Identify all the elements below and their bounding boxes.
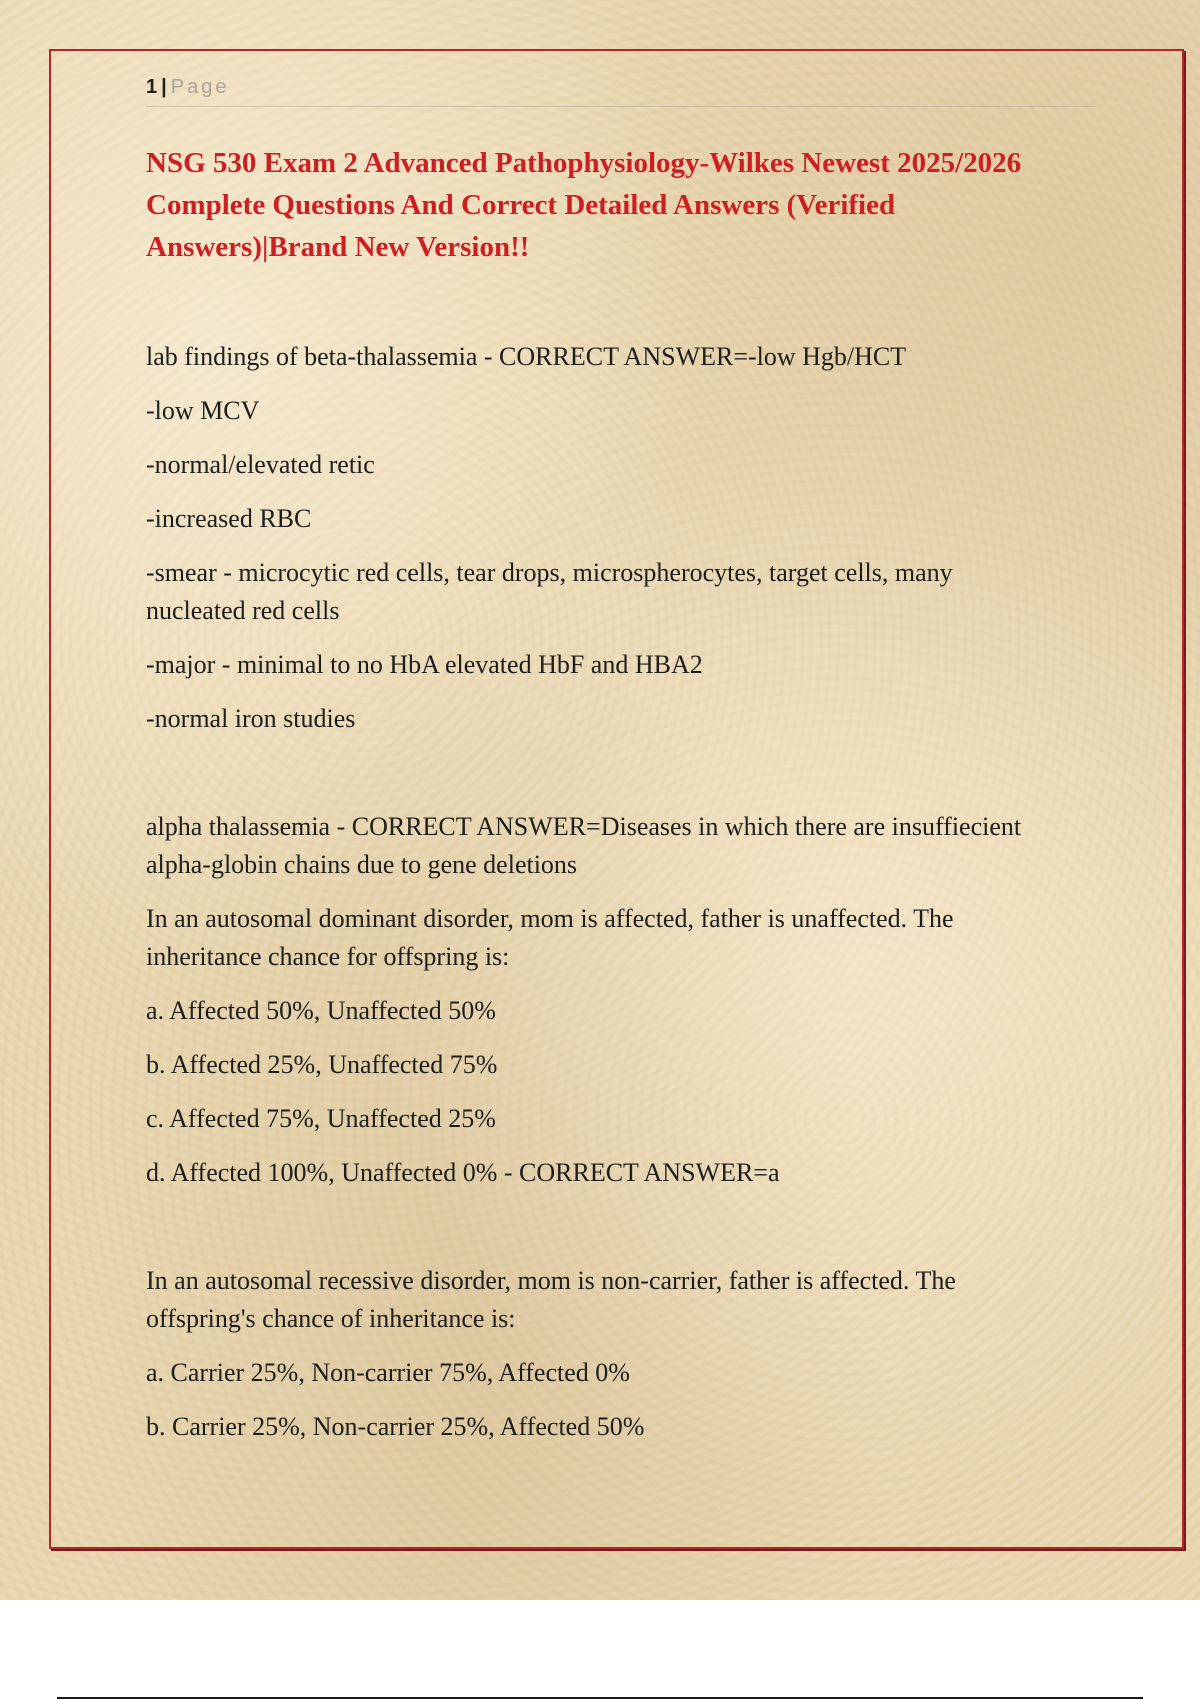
footer-divider bbox=[57, 1697, 1143, 1699]
q1-line: -normal iron studies bbox=[146, 704, 356, 733]
q3-option: d. Affected 100%, Unaffected 0% - CORRECT ANSWER=a bbox=[146, 1158, 780, 1187]
q1-line: -normal/elevated retic bbox=[146, 450, 375, 479]
document-title: NSG 530 Exam 2 Advanced Pathophysiology-Wilkes Newest 2025/2026 Complete Questions And Correct Detailed Answers (Verified Answers)|Brand New Version!! bbox=[146, 147, 1022, 263]
q2-answer: alpha thalassemia - CORRECT ANSWER=Diseases in which there are insuffiecient alpha-globin chains due to gene deletions bbox=[146, 812, 1022, 879]
page-separator: | bbox=[161, 76, 167, 98]
q1-line: -increased RBC bbox=[146, 504, 312, 533]
q4-option: a. Carrier 25%, Non-carrier 75%, Affected 0% bbox=[146, 1358, 630, 1387]
q3-question: In an autosomal dominant disorder, mom is affected, father is unaffected. The inheritance chance for offspring is: bbox=[146, 904, 954, 971]
q4-question: In an autosomal recessive disorder, mom is non-carrier, father is affected. The offspring's chance of inheritance is: bbox=[146, 1266, 956, 1333]
q4-option: b. Carrier 25%, Non-carrier 25%, Affected 50% bbox=[146, 1412, 645, 1441]
q3-option: c. Affected 75%, Unaffected 25% bbox=[146, 1104, 496, 1133]
q1-line: -major - minimal to no HbA elevated HbF and HBA2 bbox=[146, 650, 703, 679]
page-number: 1 bbox=[146, 76, 158, 98]
q1-line: -smear - microcytic red cells, tear drops, microspherocytes, target cells, many nucleated red cells bbox=[146, 558, 953, 625]
document-body bbox=[146, 338, 1046, 1462]
q1-line: lab findings of beta-thalassemia - CORRECT ANSWER=-low Hgb/HCT bbox=[146, 342, 907, 371]
page-label: Page bbox=[170, 76, 230, 98]
q1-line: -low MCV bbox=[146, 396, 260, 425]
q3-option: b. Affected 25%, Unaffected 75% bbox=[146, 1050, 498, 1079]
page-header bbox=[146, 74, 1096, 107]
q3-option: a. Affected 50%, Unaffected 50% bbox=[146, 996, 496, 1025]
